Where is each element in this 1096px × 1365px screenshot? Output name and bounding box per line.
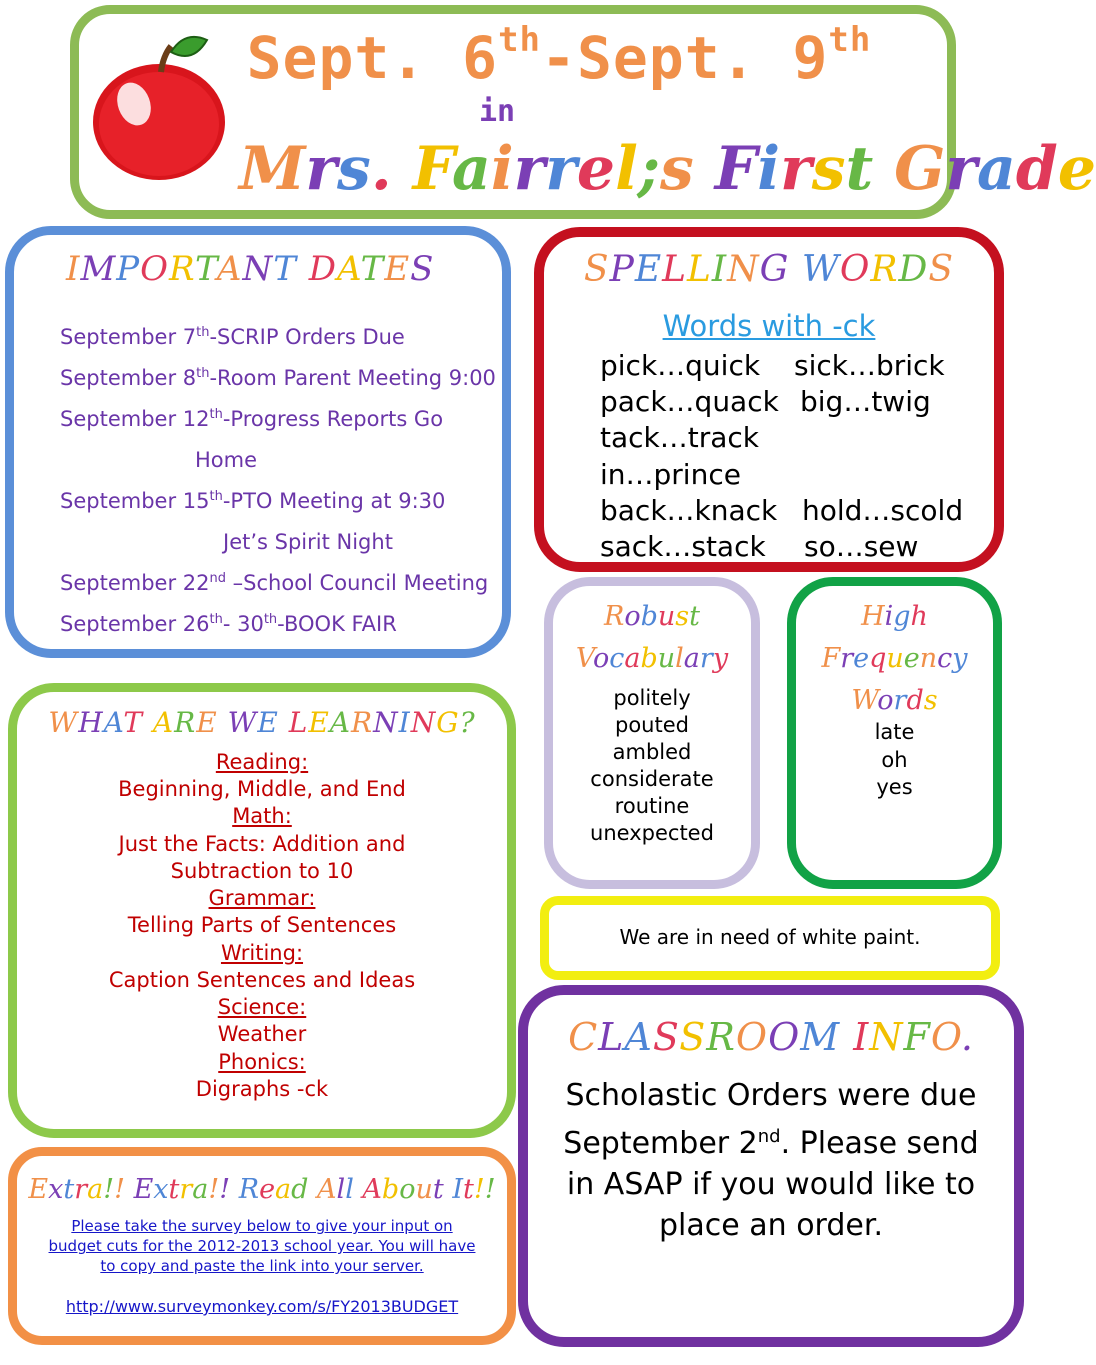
class-name: Mrs. Fairrel;s First Grade [239,134,1096,204]
spelling-subheading: Words with -ck [662,309,876,343]
spelling-word-pair: big…twig [800,385,931,418]
spelling-word-pair: back…knack [600,494,778,527]
spelling-word-pair: hold…scold [802,494,964,527]
high-frequency-word: yes [876,775,913,799]
classroom-info-panel [518,985,1024,1347]
apple-icon [89,32,229,182]
notice-text: We are in need of white paint. [619,925,921,949]
vocabulary-word: routine [614,794,690,818]
date-item: September 26th- 30th-BOOK FAIR [60,612,397,636]
spelling-word-pair: pick…quick [600,349,761,382]
notice-panel [540,896,1000,980]
page-title: Sept. 6th-Sept. 9th [246,20,872,92]
vocabulary-word: considerate [590,767,714,791]
date-item: September 15th-PTO Meeting at 9:30 [60,489,446,513]
subject-label: Grammar: [208,886,316,910]
date-item: September 12th-Progress Reports Go [60,407,444,431]
classroom-info-heading: CLASSROOM INFO. [568,1015,974,1059]
survey-url-link[interactable]: http://www.surveymonkey.com/s/FY2013BUDGET [65,1297,459,1316]
spelling-words-panel [534,227,1004,572]
header-banner [70,5,1096,219]
date-item: September 8th-Room Parent Meeting 9:00 [60,366,496,390]
date-item: September 22nd –School Council Meeting [60,571,489,595]
important-dates-panel [5,226,511,658]
title-in: in [479,94,516,129]
robust-vocabulary-heading: Robust Vocabulary [575,601,729,674]
subject-detail: Telling Parts of Sentences [127,913,397,937]
subject-label: Math: [232,804,292,828]
subject-label: Reading: [215,750,309,774]
high-frequency-panel [787,577,1002,889]
high-frequency-heading: High Frequency Words [821,601,968,716]
extra-panel [8,1147,516,1345]
vocabulary-word: pouted [615,713,689,737]
spelling-word-pair: pack…quack [600,385,779,418]
subject-detail: Caption Sentences and Ideas [108,968,416,992]
spelling-word-pair: sick…brick [794,349,945,382]
spelling-word-pair: tack…track [600,421,760,454]
spelling-word-pair: in…prince [600,458,741,491]
high-frequency-word: oh [881,748,908,772]
survey-text-link[interactable]: Please take the survey below to give your input on budget cuts for the 2012-2013 school year. You will have to copy and paste the link into your server. [48,1217,476,1275]
spelling-word-pair: sack…stack [600,530,766,563]
classroom-info-text: Scholastic Orders were due September 2nd. Please send in ASAP if you would like to place an order. [563,1078,979,1243]
learning-panel [8,683,516,1138]
subject-label: Writing: [220,941,304,965]
subject-label: Science: [217,995,307,1019]
date-item: September 7th-SCRIP Orders Due [60,325,405,349]
subject-detail: Beginning, Middle, and End [118,777,406,801]
vocabulary-word: ambled [612,740,692,764]
vocabulary-word: unexpected [590,821,714,845]
robust-vocabulary-panel [544,577,760,889]
subject-detail: Subtraction to 10 [170,859,354,883]
spelling-word-pair: so…sew [804,530,919,563]
date-item-continued: Jet’s Spirit Night [223,530,393,554]
subject-detail: Just the Facts: Addition and [118,832,406,856]
important-dates-heading: IMPORTANT DATES [66,249,435,289]
learning-heading: WHAT ARE WE LEARNING? [48,706,476,739]
subject-detail: Weather [217,1022,307,1046]
date-item-continued: Home [195,448,258,472]
subject-detail: Digraphs -ck [195,1077,329,1101]
spelling-heading: SPELLING WORDS [583,249,955,290]
extra-heading: Extra!! Extra!! Read All About It!! [28,1174,496,1205]
subject-label: Phonics: [218,1050,306,1074]
vocabulary-word: politely [613,686,691,710]
high-frequency-word: late [874,720,915,744]
